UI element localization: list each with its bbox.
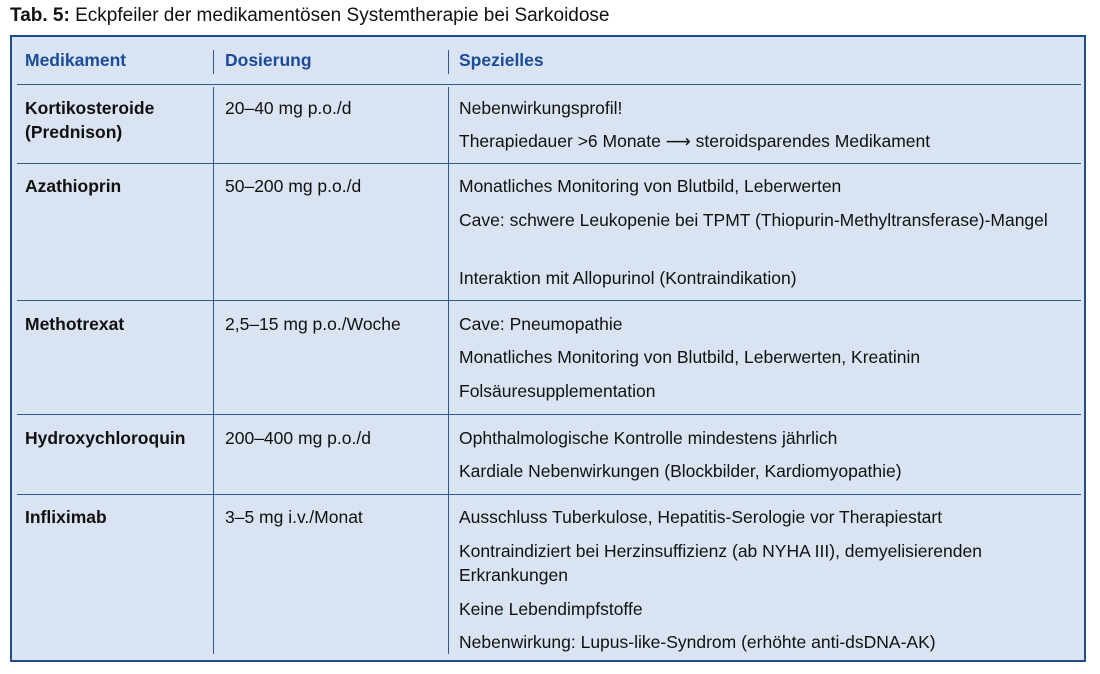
column-header-medication: Medikament — [25, 50, 127, 70]
table-row-3-note: Folsäuresupplementation — [459, 381, 656, 401]
table-row-1-note: Nebenwirkungsprofil! — [459, 98, 623, 118]
table-row-4-medication: Hydroxychloroquin — [25, 428, 186, 448]
table-row-3-dosage: 2,5–15 mg p.o./Woche — [225, 314, 401, 334]
table-row-4-note: Kardiale Nebenwirkungen (Blockbilder, Kardiomyopathie) — [459, 461, 902, 481]
medication-name-subtitle: (Prednison) — [25, 122, 123, 142]
table-row-4-note: Ophthalmologische Kontrolle mindestens jährlich — [459, 428, 838, 448]
table-caption — [10, 4, 610, 28]
row-divider — [17, 163, 1081, 164]
table-row-2-note: Interaktion mit Allopurinol (Kontraindikation) — [459, 268, 797, 288]
column-divider — [448, 87, 449, 654]
table-row-2-note: Cave: schwere Leukopenie bei TPMT (Thiopurin-Methyltransferase)-Mangel — [459, 210, 1048, 230]
table-row-5-medication: Infliximab — [25, 507, 107, 527]
table-row-2-dosage: 50–200 mg p.o./d — [225, 176, 362, 196]
table-row-5-note: Kontraindiziert bei Herzinsuffizienz (ab NYHA III), demyelisierenden Erkrankungen — [459, 541, 982, 585]
medication-name: Kortikosteroide — [25, 98, 155, 118]
table-row-5-note: Nebenwirkung: Lupus-like-Syndrom (erhöhte anti-dsDNA-AK) — [459, 632, 936, 652]
table-row-1-note: Therapiedauer >6 Monate ⟶ steroidsparendes Medikament — [459, 131, 931, 151]
table-row-3-note: Monatliches Monitoring von Blutbild, Leberwerten, Kreatinin — [459, 347, 921, 367]
row-divider — [17, 300, 1081, 301]
header-column-divider — [213, 50, 214, 74]
table-row-1-dosage: 20–40 mg p.o./d — [225, 98, 352, 118]
column-header-special: Spezielles — [459, 50, 544, 70]
row-divider — [17, 414, 1081, 415]
table-row-5-dosage: 3–5 mg i.v./Monat — [225, 507, 363, 527]
header-rule — [17, 84, 1081, 85]
caption-label: Tab. 5: — [10, 5, 70, 26]
row-divider — [17, 494, 1081, 495]
table-row-4-dosage: 200–400 mg p.o./d — [225, 428, 371, 448]
table-row-1-medication — [25, 96, 211, 144]
column-header-dosage: Dosierung — [225, 50, 312, 70]
table-row-5-note: Ausschluss Tuberkulose, Hepatitis-Serologie vor Therapiestart — [459, 507, 943, 527]
table-row-2-medication: Azathioprin — [25, 176, 122, 196]
header-column-divider — [448, 50, 449, 74]
therapy-table — [10, 35, 1086, 662]
table-row-5-note: Keine Lebendimpfstoffe — [459, 599, 643, 619]
table-row-2-note: Monatliches Monitoring von Blutbild, Leberwerten — [459, 176, 842, 196]
caption-title: Eckpfeiler der medikamentösen Systemtherapie bei Sarkoidose — [75, 5, 610, 26]
table-row-3-note: Cave: Pneumopathie — [459, 314, 623, 334]
table-row-3-medication: Methotrexat — [25, 314, 125, 334]
column-divider — [213, 87, 214, 654]
